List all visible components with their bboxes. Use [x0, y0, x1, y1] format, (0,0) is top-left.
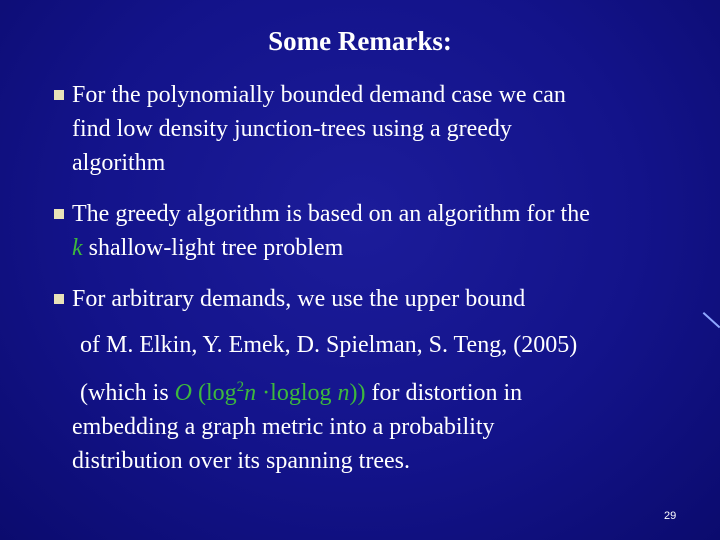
math-dot: · — [256, 380, 271, 406]
square-bullet-icon — [54, 90, 64, 100]
bullet-item-3 — [54, 282, 577, 478]
bullet-3-line-3-prefix: (which is — [80, 380, 175, 406]
variable-k: k — [72, 235, 83, 261]
math-close: )) — [349, 380, 366, 406]
math-n: n — [244, 380, 257, 406]
bullet-1-line-1: For the polynomially bounded demand case we can — [72, 82, 566, 108]
bullet-2-line-1: The greedy algorithm is based on an algorithm for the — [72, 201, 590, 227]
bullet-item-2 — [54, 197, 590, 265]
bullet-3-line-5: distribution over its spanning trees. — [72, 448, 410, 474]
math-loglog: loglog — [270, 380, 338, 406]
math-log-open: (log — [192, 380, 237, 406]
bullet-3-line-4: embedding a graph metric into a probability — [72, 414, 495, 440]
math-O: O — [174, 380, 192, 406]
bullet-1-line-2: find low density junction-trees using a greedy — [72, 116, 512, 142]
math-n-2: n — [337, 380, 350, 406]
bullet-3-line-3 — [54, 370, 577, 410]
bullet-1-line-3: algorithm — [72, 150, 166, 176]
square-bullet-icon — [54, 294, 64, 304]
bullet-3-line-2: of M. Elkin, Y. Emek, D. Spielman, S. Teng, (2005) — [80, 332, 578, 358]
square-bullet-icon — [54, 209, 64, 219]
bullet-2-line-2 — [54, 231, 590, 265]
math-superscript-2: 2 — [236, 379, 245, 395]
slide-title: Some Remarks: — [268, 26, 452, 56]
decorative-line — [703, 312, 720, 328]
bullet-3-line-1: For arbitrary demands, we use the upper bound — [72, 286, 526, 312]
bullet-2-line-2-text: shallow-light tree problem — [82, 235, 344, 261]
bullet-item-1 — [54, 78, 566, 180]
page-number: 29 — [664, 510, 677, 522]
bullet-3-line-3-suffix: for distortion in — [365, 380, 523, 406]
